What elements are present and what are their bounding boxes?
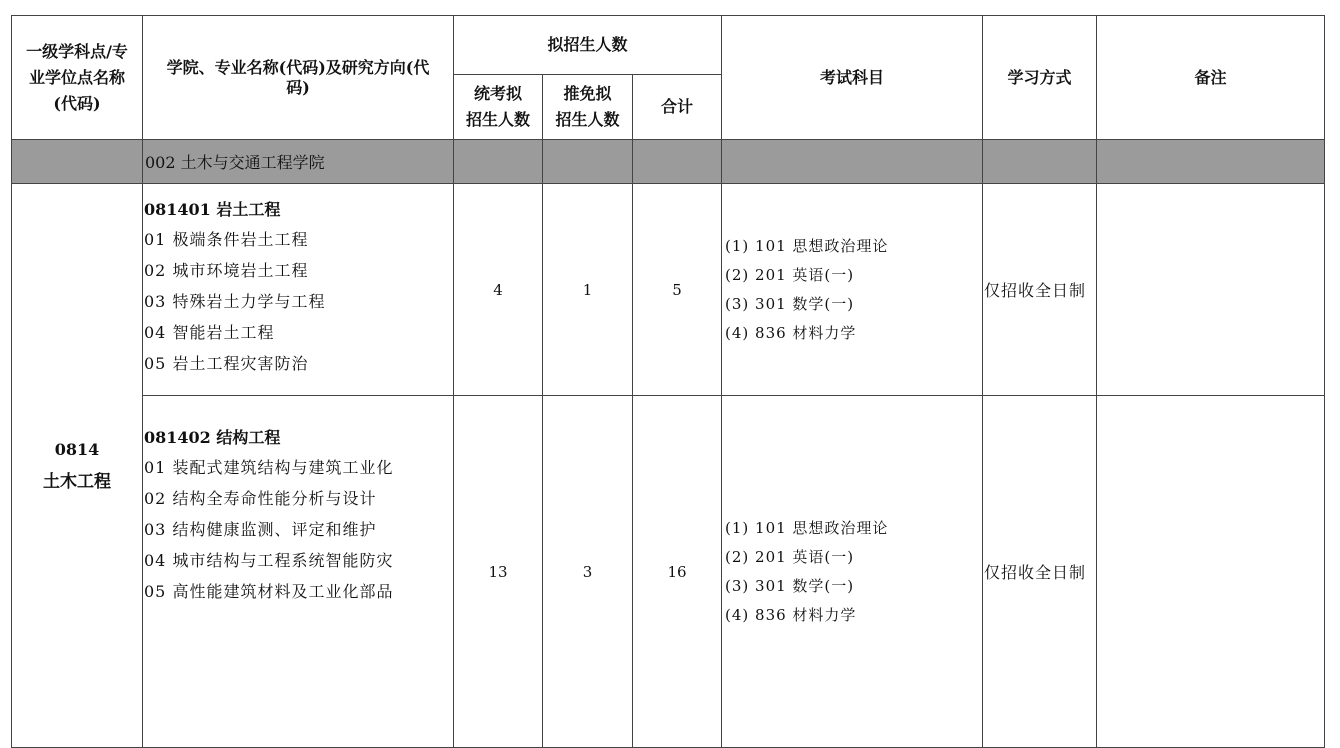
header-discipline-line: 业学位点名称 xyxy=(28,67,125,87)
discipline-code: 0814 xyxy=(54,439,100,459)
exam-subject: (2) 201 英语(一) xyxy=(725,547,855,566)
exempt-count: 1 xyxy=(543,184,633,396)
direction-item: 02 结构全寿命性能分析与设计 xyxy=(144,489,377,508)
direction-item: 04 智能岩土工程 xyxy=(144,323,275,342)
direction-item: 03 特殊岩土力学与工程 xyxy=(144,292,326,311)
college-empty-cell xyxy=(543,140,633,184)
exempt-count: 3 xyxy=(543,396,633,748)
major-row xyxy=(12,184,1325,396)
header-unified-line: 统考拟 xyxy=(473,84,522,103)
remarks-cell xyxy=(1097,184,1325,396)
header-exempt-line: 推免拟 xyxy=(563,84,612,103)
study-mode: 仅招收全日制 xyxy=(983,184,1097,396)
header-remarks: 备注 xyxy=(1097,16,1325,140)
college-empty-cell xyxy=(1097,140,1325,184)
admissions-table xyxy=(11,15,1325,748)
total-count: 5 xyxy=(633,184,722,396)
direction-item: 01 极端条件岩土工程 xyxy=(144,230,309,249)
remarks-cell xyxy=(1097,396,1325,748)
major-cell xyxy=(143,184,454,396)
header-unified xyxy=(454,75,543,140)
college-empty-cell xyxy=(454,140,543,184)
direction-item: 05 岩土工程灾害防治 xyxy=(144,354,309,373)
discipline-cell xyxy=(12,184,143,748)
exam-subject: (3) 301 数学(一) xyxy=(725,294,855,313)
direction-item: 04 城市结构与工程系统智能防灾 xyxy=(144,551,394,570)
header-row-1 xyxy=(12,16,1325,75)
college-empty-cell xyxy=(12,140,143,184)
exam-subject: (3) 301 数学(一) xyxy=(725,576,855,595)
header-discipline-line: (代码) xyxy=(53,93,101,113)
college-empty-cell xyxy=(983,140,1097,184)
header-total: 合计 xyxy=(633,75,722,140)
exam-subject: (2) 201 英语(一) xyxy=(725,265,855,284)
discipline-name: 土木工程 xyxy=(43,471,111,492)
exam-subject: (1) 101 思想政治理论 xyxy=(725,518,889,537)
direction-item: 01 装配式建筑结构与建筑工业化 xyxy=(144,458,394,477)
header-exam-subjects: 考试科目 xyxy=(722,16,983,140)
header-discipline xyxy=(12,16,143,140)
college-empty-cell xyxy=(722,140,983,184)
header-college-major-line: 学院、专业名称(代码)及研究方向(代 xyxy=(166,57,430,77)
major-cell xyxy=(143,396,454,748)
exam-subject: (4) 836 材料力学 xyxy=(725,605,857,624)
header-study-mode: 学习方式 xyxy=(983,16,1097,140)
header-exempt-line: 招生人数 xyxy=(555,110,620,129)
major-heading: 081402 结构工程 xyxy=(144,428,281,447)
direction-item: 05 高性能建筑材料及工业化部品 xyxy=(144,582,394,601)
header-discipline-line: 一级学科点/专 xyxy=(26,41,128,61)
exam-subjects-cell xyxy=(722,396,983,748)
major-row xyxy=(12,396,1325,748)
header-college-major xyxy=(143,16,454,140)
study-mode: 仅招收全日制 xyxy=(983,396,1097,748)
college-name: 002 土木与交通工程学院 xyxy=(143,140,454,184)
header-exempt xyxy=(543,75,633,140)
unified-count: 13 xyxy=(454,396,543,748)
header-enrollment: 拟招生人数 xyxy=(454,16,722,75)
college-row xyxy=(12,140,1325,184)
header-unified-line: 招生人数 xyxy=(465,110,530,129)
direction-item: 03 结构健康监测、评定和维护 xyxy=(144,520,377,539)
exam-subject: (1) 101 思想政治理论 xyxy=(725,236,889,255)
exam-subject: (4) 836 材料力学 xyxy=(725,323,857,342)
college-empty-cell xyxy=(633,140,722,184)
exam-subjects-cell xyxy=(722,184,983,396)
direction-item: 02 城市环境岩土工程 xyxy=(144,261,309,280)
unified-count: 4 xyxy=(454,184,543,396)
total-count: 16 xyxy=(633,396,722,748)
major-heading: 081401 岩土工程 xyxy=(144,200,281,219)
header-college-major-line: 码) xyxy=(286,77,310,97)
